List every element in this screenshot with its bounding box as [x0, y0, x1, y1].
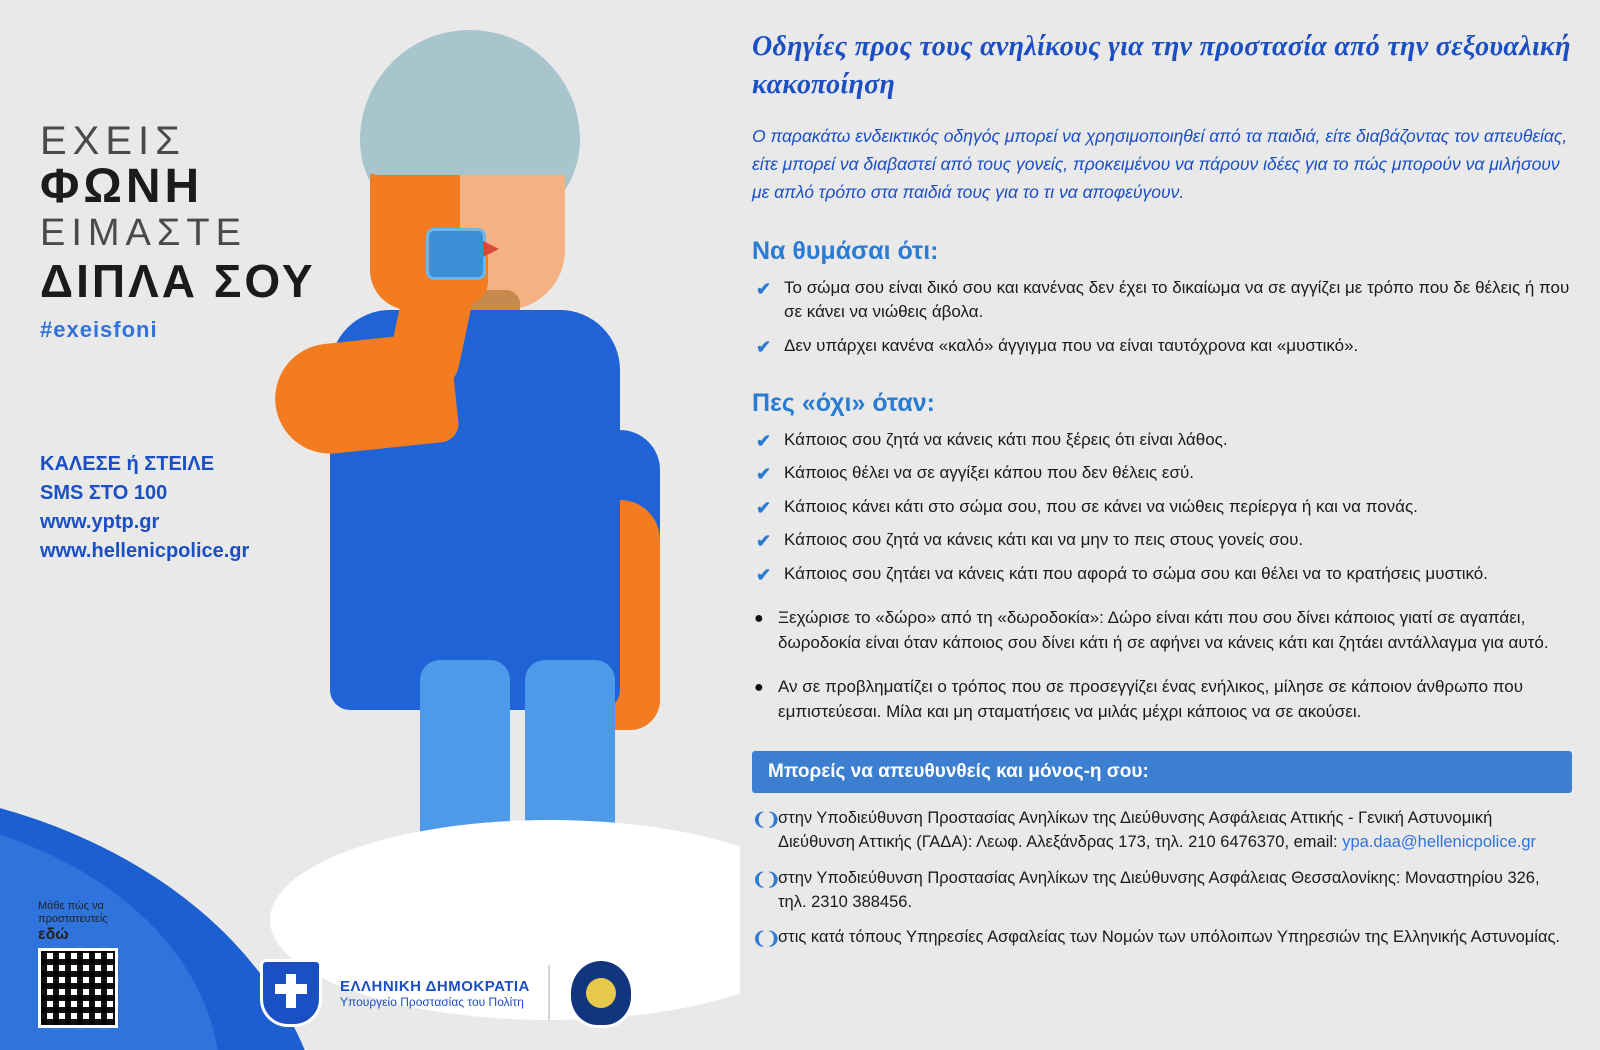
slogan-line-2: ΦΩΝΗ	[40, 160, 204, 213]
qr-caption-bold: εδώ	[38, 925, 69, 943]
gov-line-1: ΕΛΛΗΝΙΚΗ ΔΗΜΟΚΡΑΤΙΑ	[340, 977, 530, 995]
check-icon: ✔	[756, 464, 772, 485]
contacts-band-heading: Μπορείς να απευθυνθείς και μόνος-η σου:	[752, 751, 1572, 793]
qr-caption-here	[38, 926, 168, 944]
list-item-text: Κάποιος σου ζητά να κάνεις κάτι και να μην το πεις στους γονείς σου.	[784, 530, 1304, 550]
slogan-line-1: ΕΧΕΙΣ	[40, 119, 186, 163]
check-icon: ✔	[756, 278, 772, 299]
list-item	[752, 926, 1572, 950]
contact-text: στην Υποδιεύθυνση Προστασίας Ανηλίκων της Διεύθυνσης Ασφάλειας Αττικής - Γενική Αστυνομική Διεύθυνση Αττικής (ΓΑΔΑ): Λεωφ. Αλεξάνδρας 173, τηλ. 210 6476370, email:	[778, 808, 1493, 851]
list-item	[752, 562, 1572, 587]
contact-call-line: ΚΑΛΕΣΕ ή ΣΤΕΙΛΕ	[40, 453, 215, 475]
contact-block	[40, 450, 249, 566]
link-hellenicpolice[interactable]: www.hellenicpolice.gr	[40, 540, 250, 562]
list-item	[752, 807, 1572, 855]
qr-block	[38, 900, 168, 1028]
bullet-dot-icon: ●	[754, 678, 764, 696]
note-paragraph-1	[752, 605, 1572, 656]
note-text: Αν σε προβληματίζει ο τρόπος που σε προσεγγίζει ένας ενήλικος, μίλησε σε κάποιον άνθρωπο που εμπιστεύεσαι. Μίλα και μη σταματήσεις να μιλάς μέχρι κάποιος να σε ακούσει.	[778, 676, 1524, 722]
greek-republic-emblem-icon	[260, 959, 322, 1027]
slogan-block	[40, 120, 440, 343]
list-item-text: Δεν υπάρχει κανένα «καλό» άγγιγμα που να είναι ταυτόχρονα και «μυστικό».	[784, 335, 1359, 355]
half-circle-bullet-icon: ❨❩	[752, 929, 781, 949]
check-icon: ✔	[756, 336, 772, 357]
slogan-line-3: ΕΙΜΑΣΤΕ	[40, 212, 247, 255]
speech-bubble-tail-icon	[483, 241, 499, 257]
hellenic-police-badge-icon	[568, 958, 634, 1028]
contact-email-link[interactable]: ypa.daa@hellenicpolice.gr	[1342, 832, 1537, 851]
section-1-list	[752, 276, 1572, 359]
note-text: Ξεχώρισε το «δώρο» από τη «δωροδοκία»: Δώρο είναι κάτι που σου δίνει κάποιος γιατί σε αγαπάει, δωροδοκία είναι όταν κάποιος σου δίνει κάτι ή σε αφήνει να κάνεις κάτι και ζητάει αντάλλαγμα για αυτό.	[778, 607, 1549, 653]
link-yptp[interactable]: www.yptp.gr	[40, 511, 160, 533]
half-circle-bullet-icon: ❨❩	[752, 809, 781, 829]
footer-logos	[260, 930, 740, 1050]
check-icon: ✔	[756, 497, 772, 518]
section-2-list	[752, 428, 1572, 587]
list-item-text: Κάποιος σου ζητάει να κάνεις κάτι που αφορά το σώμα σου και θέλει να το κρατήσεις μυστικό.	[784, 564, 1488, 584]
check-icon: ✔	[756, 531, 772, 552]
slogan-line-4: ΔΙΠΛΑ ΣΟΥ	[40, 255, 316, 308]
list-item-text: Κάποιος κάνει κάτι στο σώμα σου, που σε κάνει να νιώθεις περίεργα ή και να πονάς.	[784, 496, 1418, 516]
contact-sms-line: SMS ΣΤΟ 100	[40, 482, 168, 504]
greek-republic-text	[340, 978, 530, 1009]
gov-line-2: Υπουργείο Προστασίας του Πολίτη	[340, 994, 524, 1009]
contact-text: στην Υποδιεύθυνση Προστασίας Ανηλίκων της Διεύθυνσης Ασφάλειας Θεσσαλονίκης: Μοναστηρίου 326, τηλ. 2310 388456.	[778, 868, 1540, 911]
list-item-text: Το σώμα σου είναι δικό σου και κανένας δεν έχει το δικαίωμα να σε αγγίζει με τρόπο που δε θέλεις ή που σε κάνει να νιώθεις άβολα.	[784, 277, 1570, 322]
note-paragraph-2	[752, 674, 1572, 725]
list-item	[752, 495, 1572, 520]
contacts-list	[752, 807, 1572, 951]
campaign-hashtag: #exeisfoni	[40, 316, 158, 342]
section-1-heading: Να θυμάσαι ότι:	[752, 236, 939, 265]
section-2-heading: Πες «όχι» όταν:	[752, 388, 935, 417]
list-item	[752, 428, 1572, 453]
list-item-text: Κάποιος σου ζητά να κάνεις κάτι που ξέρεις ότι είναι λάθος.	[784, 429, 1228, 449]
contact-text: στις κατά τόπους Υπηρεσίες Ασφαλείας των Νομών των υπόλοιπων Υπηρεσιών της Ελληνικής Αστυνομίας.	[778, 928, 1561, 947]
list-item	[752, 461, 1572, 486]
intro-paragraph: Ο παρακάτω ενδεικτικός οδηγός μπορεί να χρησιμοποιηθεί από τα παιδιά, είτε διαβάζοντας τον απευθείας, είτε μπορεί να διαβαστεί από τους γονείς, προκειμένου να πάρουν ιδέες για το πώς μπορούν να μιλήσουν με απλό τρόπο στα παιδιά τους για το τι να αποφεύγουν.	[752, 125, 1568, 203]
right-panel	[752, 0, 1592, 1050]
qr-code-icon[interactable]	[38, 948, 118, 1028]
list-item	[752, 528, 1572, 553]
list-item	[752, 276, 1572, 325]
left-panel	[0, 0, 740, 1050]
check-icon: ✔	[756, 565, 772, 586]
list-item-text: Κάποιος θέλει να σε αγγίξει κάπου που δεν θέλεις εσύ.	[784, 463, 1195, 483]
check-icon: ✔	[756, 430, 772, 451]
half-circle-bullet-icon: ❨❩	[752, 869, 781, 889]
list-item	[752, 867, 1572, 915]
list-item	[752, 334, 1572, 359]
qr-caption-line-2: προστατευτείς	[38, 912, 108, 925]
qr-caption-line-1: Μάθε πώς να	[38, 900, 104, 913]
bullet-dot-icon: ●	[754, 609, 764, 627]
footer-divider	[548, 965, 550, 1021]
page-title: Οδηγίες προς τους ανηλίκους για την προστασία από την σεξουαλική κακοποίηση	[752, 31, 1571, 100]
